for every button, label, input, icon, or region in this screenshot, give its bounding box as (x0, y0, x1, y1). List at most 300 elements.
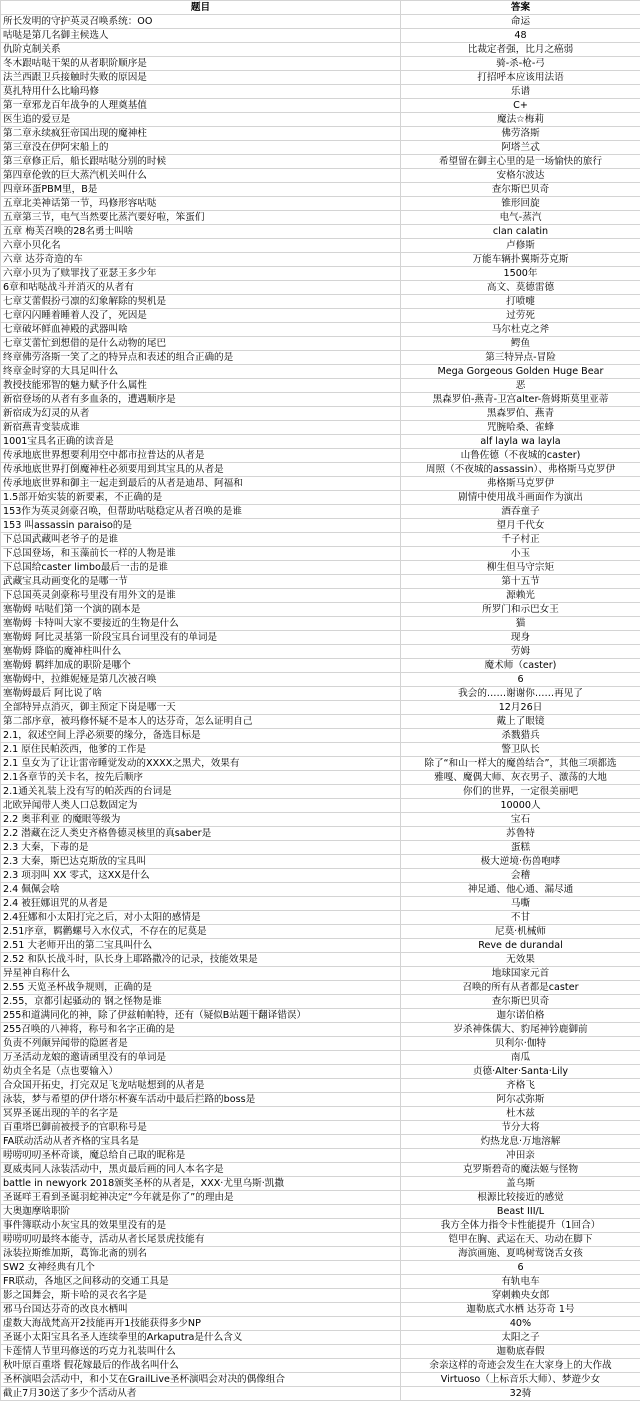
answer-cell[interactable]: 高文、莫德雷德 (401, 281, 640, 295)
answer-cell[interactable]: 锥形回旋 (401, 197, 640, 211)
table-row (1, 155, 640, 169)
table-row (1, 757, 640, 771)
question-cell[interactable]: 255和道满同化的神，除了伊兹帕帕特，还有（疑似B站题干翻译错误） (1, 1009, 401, 1023)
table-row (1, 15, 640, 29)
table-row (1, 197, 640, 211)
header-row (1, 1, 640, 15)
question-cell[interactable]: 北欧异闻带人类人口总数固定为 (1, 799, 401, 813)
answer-cell[interactable]: 根源比较接近的感觉 (401, 1191, 640, 1205)
question-cell[interactable]: 2.1通关礼装上没有写的帕茨西的台词是 (1, 785, 401, 799)
table-row (1, 1135, 640, 1149)
question-cell[interactable]: 影之国舞会，斯卡哈的灵衣名字是 (1, 1289, 401, 1303)
answer-cell[interactable]: 有轨电车 (401, 1275, 640, 1289)
table-row (1, 463, 640, 477)
answer-cell[interactable]: 神足通、他心通、漏尽通 (401, 883, 640, 897)
table-row (1, 141, 640, 155)
answer-cell[interactable]: 阿塔兰忒 (401, 141, 640, 155)
answer-cell[interactable]: 我会的……谢谢你……再见了 (401, 687, 640, 701)
answer-cell[interactable]: 盖乌斯 (401, 1177, 640, 1191)
question-cell[interactable]: 卡莲情人节里玛修送的巧克力礼装叫什么 (1, 1345, 401, 1359)
question-cell[interactable]: 塞勒姆最后 阿比说了啥 (1, 687, 401, 701)
answer-cell[interactable]: 迦勒底春假 (401, 1345, 640, 1359)
answer-cell[interactable]: 贞德·Alter·Santa·Lily (401, 1065, 640, 1079)
answer-cell[interactable]: 召唤的所有从者都是caster (401, 981, 640, 995)
answer-cell[interactable]: 查尔斯巴贝奇 (401, 995, 640, 1009)
answer-cell[interactable]: 岁杀神侏儒大、豹尾神钤鹿御前 (401, 1023, 640, 1037)
answer-cell[interactable]: 我方全体力指令卡性能提升（1回合） (401, 1219, 640, 1233)
answer-cell[interactable]: Beast III/L (401, 1205, 640, 1219)
question-cell[interactable]: 百重塔巴御前被授予的官职称号是 (1, 1121, 401, 1135)
table-row (1, 491, 640, 505)
question-cell[interactable]: 五章 梅芙召唤的28名勇士叫啥 (1, 225, 401, 239)
table-row (1, 897, 640, 911)
table-row (1, 1191, 640, 1205)
question-cell[interactable]: 圣诞小太阳宝具名圣人连续拳里的Arkaputra是什么含义 (1, 1331, 401, 1345)
question-cell[interactable]: 塞勒姆 咕哒们第一个演的剧本是 (1, 603, 401, 617)
table-row (1, 729, 640, 743)
answer-cell[interactable]: 骑-杀-枪-弓 (401, 57, 640, 71)
question-cell[interactable]: 1.5部开始实装的新要素，不正确的是 (1, 491, 401, 505)
question-cell[interactable]: 第三章没在伊阿宋船上的 (1, 141, 401, 155)
table-row (1, 1065, 640, 1079)
answer-cell[interactable]: 希望留在御主心里的是一场愉快的旅行 (401, 155, 640, 169)
question-cell[interactable]: 终章金时穿的大具足叫什么 (1, 365, 401, 379)
question-cell[interactable]: 夏威夷同人泳装活动中，黑贞最后画的同人本名字是 (1, 1163, 401, 1177)
question-cell[interactable]: 下总国给caster limbo最后一击的是谁 (1, 561, 401, 575)
answer-cell[interactable]: 海滨画施、夏鸣树莺饶舌女孩 (401, 1247, 640, 1261)
table-row (1, 855, 640, 869)
answer-cell[interactable]: 黑森罗伯-燕青-卫宫alter-詹姆斯莫里亚蒂 (401, 393, 640, 407)
question-cell[interactable]: 新宿登场的从者有多血条的，遭遇顺序是 (1, 393, 401, 407)
question-cell[interactable]: 2.3 项羽叫 XX 零式，这XX是什么 (1, 869, 401, 883)
table-row (1, 127, 640, 141)
question-cell[interactable]: 合众国开拓史，打完双足飞龙咕哒想到的从者是 (1, 1079, 401, 1093)
table-row (1, 925, 640, 939)
answer-cell[interactable]: 恶 (401, 379, 640, 393)
table-row (1, 113, 640, 127)
answer-cell[interactable]: 卢修斯 (401, 239, 640, 253)
table-row (1, 365, 640, 379)
answer-cell[interactable]: 太阳之子 (401, 1331, 640, 1345)
question-cell[interactable]: 七章闪闪睡着睡着人没了，死因是 (1, 309, 401, 323)
question-cell[interactable]: 塞勒姆 降临的魔神柱叫什么 (1, 645, 401, 659)
question-cell[interactable]: 冬木跟咕哒干架的从者职阶顺序是 (1, 57, 401, 71)
table-row (1, 813, 640, 827)
answer-cell[interactable]: Virtuoso（上标音乐大师）、梦遊少女 (401, 1373, 640, 1387)
question-cell[interactable]: 第三章修正后，船长跟咕哒分别的时候 (1, 155, 401, 169)
table-row (1, 701, 640, 715)
question-cell[interactable]: 大奥迦摩啥职阶 (1, 1205, 401, 1219)
question-cell[interactable]: 幼贞全名是（点也要输入） (1, 1065, 401, 1079)
answer-cell[interactable]: 阿尔忒弥斯 (401, 1093, 640, 1107)
table-row (1, 1177, 640, 1191)
answer-cell[interactable]: 地球国家元首 (401, 967, 640, 981)
question-cell[interactable]: 七章艾蕾假扮弓凛的幻象解除的契机是 (1, 295, 401, 309)
question-cell[interactable]: 秋叶原百重塔 假花嫁最后的作战名叫什么 (1, 1359, 401, 1373)
answer-cell[interactable]: 打招呼本应该用法语 (401, 71, 640, 85)
question-cell[interactable]: 传承地底世界和御主一起走到最后的从者是迪昂、阿福和 (1, 477, 401, 491)
question-cell[interactable]: 塞勒姆 羁绊加成的职阶是哪个 (1, 659, 401, 673)
question-cell[interactable]: 第四章伦敦的巨大蒸汽机关叫什么 (1, 169, 401, 183)
answer-cell[interactable]: 32骑 (401, 1387, 640, 1401)
table-row (1, 967, 640, 981)
table-row (1, 449, 640, 463)
table-row (1, 841, 640, 855)
table-row (1, 1261, 640, 1275)
table-row (1, 603, 640, 617)
answer-cell[interactable]: 电气-蒸汽 (401, 211, 640, 225)
table-row (1, 1093, 640, 1107)
question-cell[interactable]: 泳装拉斯维加斯，葛饰北斋的别名 (1, 1247, 401, 1261)
answer-cell[interactable]: 你们的世界，一定很美丽吧 (401, 785, 640, 799)
table-row (1, 1205, 640, 1219)
question-cell[interactable]: 事件簿联动小灰宝具的效果里没有的是 (1, 1219, 401, 1233)
table-row (1, 1345, 640, 1359)
question-cell[interactable]: 六章小贝为了赎罪找了亚瑟王多少年 (1, 267, 401, 281)
question-cell[interactable]: 新宿燕青变装成谁 (1, 421, 401, 435)
answer-cell[interactable]: 望月千代女 (401, 519, 640, 533)
question-cell[interactable]: 第二部序章，被玛修怀疑不是本人的达芬奇，怎么证明自己 (1, 715, 401, 729)
question-cell[interactable]: 莫扎特用什么比喻玛修 (1, 85, 401, 99)
question-cell[interactable]: FA联动活动从者齐格的宝具名是 (1, 1135, 401, 1149)
question-cell[interactable]: 2.2 潜藏在泛人类史齐格鲁德灵核里的真saber是 (1, 827, 401, 841)
table-row (1, 421, 640, 435)
table-row (1, 253, 640, 267)
question-cell[interactable]: 下总国武藏叫老爷子的是谁 (1, 533, 401, 547)
question-cell[interactable]: 五章第三节，电气当然要比蒸汽要好啦，笨蛋们 (1, 211, 401, 225)
table-row (1, 239, 640, 253)
table-row (1, 407, 640, 421)
answer-cell[interactable]: 齐格飞 (401, 1079, 640, 1093)
answer-cell[interactable]: alf layla wa layla (401, 435, 640, 449)
answer-cell[interactable]: 迦勒底式水栖 达芬奇 1号 (401, 1303, 640, 1317)
table-row (1, 561, 640, 575)
answer-cell[interactable]: 会稽 (401, 869, 640, 883)
question-cell[interactable]: 全部特异点消灭，御主预定下岗是哪一天 (1, 701, 401, 715)
table-row (1, 1317, 640, 1331)
table-row (1, 29, 640, 43)
table-row (1, 1107, 640, 1121)
answer-cell[interactable]: 第三特异点-冒险 (401, 351, 640, 365)
answer-cell[interactable]: 查尔斯巴贝奇 (401, 183, 640, 197)
table-row (1, 715, 640, 729)
table-row (1, 393, 640, 407)
question-cell[interactable]: 六章 达芬奇造的车 (1, 253, 401, 267)
answer-cell[interactable]: 魔法☆梅莉 (401, 113, 640, 127)
table-row (1, 379, 640, 393)
table-row (1, 589, 640, 603)
answer-cell[interactable]: 万能车辆扑翼斯芬克斯 (401, 253, 640, 267)
question-cell[interactable]: 2.51序章，羁鹳螺号入水仪式，不存在的尼莫是 (1, 925, 401, 939)
answer-cell[interactable]: 第十五节 (401, 575, 640, 589)
answer-cell[interactable]: 杜木兹 (401, 1107, 640, 1121)
question-cell[interactable]: 医生追的爱豆是 (1, 113, 401, 127)
answer-cell[interactable]: 过劳死 (401, 309, 640, 323)
table-row (1, 1247, 640, 1261)
question-cell[interactable]: 153 叫assassin paraiso的是 (1, 519, 401, 533)
answer-cell[interactable]: 周照（不夜城的assassin）、弗格斯马克罗伊 (401, 463, 640, 477)
answer-cell[interactable]: 打喷嚏 (401, 295, 640, 309)
answer-cell[interactable]: 戴上了眼镜 (401, 715, 640, 729)
table-row (1, 309, 640, 323)
question-cell[interactable]: 2.1 原住民帕茨西，他爹的工作是 (1, 743, 401, 757)
answer-cell[interactable]: 酒吞童子 (401, 505, 640, 519)
question-cell[interactable]: SW2 女神经典有几个 (1, 1261, 401, 1275)
question-cell[interactable]: 所长发明的守护英灵召唤系统：OO (1, 15, 401, 29)
answer-cell[interactable]: 猫 (401, 617, 640, 631)
question-cell[interactable]: 万圣活动龙娘的邀请函里没有的单词是 (1, 1051, 401, 1065)
question-cell[interactable]: 唠唠叨叨圣杯奇谈，魔总给自己取的昵称是 (1, 1149, 401, 1163)
table-row (1, 743, 640, 757)
question-cell[interactable]: 塞勒姆中，拉維妮娅是第几次被召唤 (1, 673, 401, 687)
answer-cell[interactable]: 现身 (401, 631, 640, 645)
table-row (1, 617, 640, 631)
question-cell[interactable]: 2.2 奥菲利亚 的魔眼等级为 (1, 813, 401, 827)
question-cell[interactable]: 泳装，梦与希望的伊什塔尔杯赛车活动中最后拦路的boss是 (1, 1093, 401, 1107)
question-cell[interactable]: 1001宝具名正确的读音是 (1, 435, 401, 449)
header-answer[interactable]: 答案 (401, 1, 640, 15)
table-row (1, 1051, 640, 1065)
answer-cell[interactable]: 宝石 (401, 813, 640, 827)
question-cell[interactable]: 传承地底世界想要利用空中都市拉普达的从者是 (1, 449, 401, 463)
answer-cell[interactable]: 冲田亲 (401, 1149, 640, 1163)
answer-cell[interactable]: 命运 (401, 15, 640, 29)
answer-cell[interactable]: 节分大将 (401, 1121, 640, 1135)
question-cell[interactable]: 异星神自称什么 (1, 967, 401, 981)
table-row (1, 183, 640, 197)
question-cell[interactable]: 2.1，叙述空间上浮必须要的缘分，备选目标是 (1, 729, 401, 743)
answer-cell[interactable]: 柳生但马守宗矩 (401, 561, 640, 575)
question-cell[interactable]: 唠唠叨叨最终本能寺，活动从者长尾景虎技能有 (1, 1233, 401, 1247)
table-row (1, 1387, 640, 1401)
table-row (1, 1289, 640, 1303)
question-cell[interactable]: 2.3 大秦，下毒的是 (1, 841, 401, 855)
answer-cell[interactable]: 黑森罗伯、燕青 (401, 407, 640, 421)
question-cell[interactable]: 负责不列颠异闻带的隐匿者是 (1, 1037, 401, 1051)
answer-cell[interactable]: 魔术师（caster) (401, 659, 640, 673)
question-cell[interactable]: 2.1各章节的关卡名，按先后顺序 (1, 771, 401, 785)
answer-cell[interactable]: 所罗门和示巴女王 (401, 603, 640, 617)
answer-cell[interactable]: 乐谱 (401, 85, 640, 99)
answer-cell[interactable]: 安格尔波达 (401, 169, 640, 183)
table-row (1, 435, 640, 449)
question-cell[interactable]: 第二章永续疯狂帝国出现的魔神柱 (1, 127, 401, 141)
table-row (1, 547, 640, 561)
question-cell[interactable]: 新宿成为幻灵的从者 (1, 407, 401, 421)
answer-cell[interactable]: 40% (401, 1317, 640, 1331)
table-row (1, 1149, 640, 1163)
answer-cell[interactable]: 咒腕哈桑、雀蜂 (401, 421, 640, 435)
table-row (1, 1373, 640, 1387)
answer-cell[interactable]: 警卫队长 (401, 743, 640, 757)
answer-cell[interactable]: Reve de durandal (401, 939, 640, 953)
table-row (1, 911, 640, 925)
answer-cell[interactable]: 6 (401, 673, 640, 687)
table-row (1, 1331, 640, 1345)
answer-cell[interactable]: 比裁定者强，比月之癌弱 (401, 43, 640, 57)
table-row (1, 953, 640, 967)
table-row (1, 281, 640, 295)
answer-cell[interactable]: 马嘶 (401, 897, 640, 911)
table-row (1, 1275, 640, 1289)
question-cell[interactable]: 2.1 皇女为了让让雷帝睡觉发动的XXXX之黑犬，效果有 (1, 757, 401, 771)
answer-cell[interactable]: clan calatin (401, 225, 640, 239)
answer-cell[interactable]: 10000人 (401, 799, 640, 813)
question-cell[interactable]: 咕哒是第几名御主候选人 (1, 29, 401, 43)
answer-cell[interactable]: 马尔杜克之斧 (401, 323, 640, 337)
table-row (1, 883, 640, 897)
question-cell[interactable]: 截止7月30送了多少个活动从者 (1, 1387, 401, 1401)
answer-cell[interactable]: 12月26日 (401, 701, 640, 715)
answer-cell[interactable]: 南瓜 (401, 1051, 640, 1065)
table-row (1, 995, 640, 1009)
table-row (1, 1023, 640, 1037)
table-row (1, 337, 640, 351)
question-cell[interactable]: 6章和咕哒战斗并消灭的从者有 (1, 281, 401, 295)
answer-cell[interactable]: 劳姆 (401, 645, 640, 659)
question-cell[interactable]: 仇阶克制关系 (1, 43, 401, 57)
table-row (1, 323, 640, 337)
table-row (1, 799, 640, 813)
table-row (1, 533, 640, 547)
question-cell[interactable]: 武藏宝具动画变化的是哪一节 (1, 575, 401, 589)
table-row (1, 211, 640, 225)
table-row (1, 1219, 640, 1233)
table-row (1, 869, 640, 883)
question-cell[interactable]: 教授技能邪智的魅力赋予什么属性 (1, 379, 401, 393)
answer-cell[interactable]: 小玉 (401, 547, 640, 561)
table-row (1, 673, 640, 687)
question-cell[interactable]: 2.51 大老师开出的第二宝具叫什么 (1, 939, 401, 953)
answer-cell[interactable]: 穿刺赖央女郎 (401, 1289, 640, 1303)
table-row (1, 939, 640, 953)
question-cell[interactable]: 2.55，京都引起骚动的 钢之怪物是谁 (1, 995, 401, 1009)
table-row (1, 981, 640, 995)
table-row (1, 1359, 640, 1373)
question-cell[interactable]: 2.3 大秦，斯巴达克斯放的宝具叫 (1, 855, 401, 869)
answer-cell[interactable]: 苏鲁特 (401, 827, 640, 841)
answer-cell[interactable]: 蛋糕 (401, 841, 640, 855)
answer-cell[interactable]: 迦尔诺伯格 (401, 1009, 640, 1023)
question-cell[interactable]: 2.4狂娜和小太阳打完之后，对小太阳的感情是 (1, 911, 401, 925)
table-row (1, 267, 640, 281)
table-row (1, 827, 640, 841)
answer-cell[interactable]: 贝利尔·伽特 (401, 1037, 640, 1051)
table-row (1, 1121, 640, 1135)
answer-cell[interactable]: 佛劳洛斯 (401, 127, 640, 141)
table-row (1, 505, 640, 519)
table-row (1, 771, 640, 785)
answer-cell[interactable]: Mega Gorgeous Golden Huge Bear (401, 365, 640, 379)
table-row (1, 225, 640, 239)
question-cell[interactable]: 传承地底世界打倒魔神柱必须要用到其宝具的从者是 (1, 463, 401, 477)
question-cell[interactable]: 七章艾蕾忙到想借的是什么动物的尾巴 (1, 337, 401, 351)
question-cell[interactable]: 六章小贝化名 (1, 239, 401, 253)
table-row (1, 477, 640, 491)
table-row (1, 785, 640, 799)
table-row (1, 57, 640, 71)
answer-cell[interactable]: 雅嘎、魔偶大师、灰衣男子、激荡的大地 (401, 771, 640, 785)
question-cell[interactable]: 圣诞咩王看到圣诞羽蛇神决定“今年就是你了”的理由是 (1, 1191, 401, 1205)
table-row (1, 1303, 640, 1317)
table-row (1, 1233, 640, 1247)
table-row (1, 351, 640, 365)
answer-cell[interactable]: 剧情中使用战斗画面作为演出 (401, 491, 640, 505)
question-cell[interactable]: 冥界圣诞出现的羊的名字是 (1, 1107, 401, 1121)
answer-cell[interactable]: 山鲁佐德（不夜城的caster) (401, 449, 640, 463)
answer-cell[interactable]: 48 (401, 29, 640, 43)
answer-cell[interactable]: 鳄鱼 (401, 337, 640, 351)
table-row (1, 169, 640, 183)
answer-cell[interactable]: 6 (401, 1261, 640, 1275)
question-cell[interactable]: 塞勒姆 卡特叫大家不要接近的生物是什么 (1, 617, 401, 631)
table-row (1, 71, 640, 85)
question-cell[interactable]: 圣杯演唱会活动中，和小艾在GrailLive圣杯演唱会对决的偶像组合 (1, 1373, 401, 1387)
question-cell[interactable]: 2.4 被狂娜诅咒的从者是 (1, 897, 401, 911)
answer-cell[interactable]: 极大逆境·伤兽咆哮 (401, 855, 640, 869)
question-cell[interactable]: 153作为英灵剑豪召唤，但帮助咕哒稳定从者召唤的是谁 (1, 505, 401, 519)
answer-cell[interactable]: 尼莫·机械师 (401, 925, 640, 939)
question-cell[interactable]: 终章佛劳洛斯一笑了之的特异点和表述的组合正确的是 (1, 351, 401, 365)
answer-cell[interactable]: 灼热龙息·万地溶解 (401, 1135, 640, 1149)
answer-cell[interactable]: 余亲这样的奇迹会发生在大家身上的大作战 (401, 1359, 640, 1373)
question-cell[interactable]: 2.55 天览圣杯战争规则，正确的是 (1, 981, 401, 995)
question-cell[interactable]: 第一章邪龙百年战争的人理奠基值 (1, 99, 401, 113)
table-row (1, 43, 640, 57)
question-cell[interactable]: 塞勒姆 阿比灵基第一阶段宝具台词里没有的单词是 (1, 631, 401, 645)
question-cell[interactable]: 255召唤的八神将，称号和名字正确的是 (1, 1023, 401, 1037)
header-question[interactable]: 题目 (1, 1, 401, 15)
answer-cell[interactable]: 源赖光 (401, 589, 640, 603)
question-cell[interactable]: 2.4 佩佩会啥 (1, 883, 401, 897)
answer-cell[interactable]: 杀戮猎兵 (401, 729, 640, 743)
answer-cell[interactable]: 无效果 (401, 953, 640, 967)
answer-cell[interactable]: 千子村正 (401, 533, 640, 547)
table-row (1, 85, 640, 99)
answer-cell[interactable]: 不甘 (401, 911, 640, 925)
table-row (1, 1079, 640, 1093)
table-row (1, 687, 640, 701)
answer-cell[interactable]: C+ (401, 99, 640, 113)
answer-cell[interactable]: 除了“和山一样大的魔兽结合”，其他三项都选 (401, 757, 640, 771)
table-row (1, 659, 640, 673)
table-row (1, 295, 640, 309)
answer-cell[interactable]: 1500年 (401, 267, 640, 281)
question-cell[interactable]: 虚数大海战梵高开2技能再开1技能获得多少NP (1, 1317, 401, 1331)
question-cell[interactable]: 2.52 和队长战斗时，队长身上耶路撒冷的记录，技能效果是 (1, 953, 401, 967)
table-row (1, 1009, 640, 1023)
table-row (1, 645, 640, 659)
answer-cell[interactable]: 弗格斯马克罗伊 (401, 477, 640, 491)
question-cell[interactable]: 五章北美神话第一节，玛修形容咕哒 (1, 197, 401, 211)
question-cell[interactable]: 下总国英灵剑豪称号里没有用外文的是谁 (1, 589, 401, 603)
table-row (1, 575, 640, 589)
answer-cell[interactable]: 铠甲在胸、武运在天、功动在脚下 (401, 1233, 640, 1247)
table-row (1, 99, 640, 113)
question-cell[interactable]: FR联动，各地区之间移动的交通工具是 (1, 1275, 401, 1289)
table-row (1, 631, 640, 645)
question-cell[interactable]: 七章破坏鲜血神殿的武器叫啥 (1, 323, 401, 337)
question-cell[interactable]: battle in newyork 2018颁奖圣杯的从者是，XXX·尤里乌斯·凯撒 (1, 1177, 401, 1191)
question-cell[interactable]: 下总国登场，和玉藻前长一样的人物是谁 (1, 547, 401, 561)
table-row (1, 519, 640, 533)
answer-cell[interactable]: 克罗斯碧奇的魔法姬与怪物 (401, 1163, 640, 1177)
question-cell[interactable]: 四章环蛋PBM里，B是 (1, 183, 401, 197)
table-row (1, 1037, 640, 1051)
question-cell[interactable]: 邪马台国达芬奇的改良水栖叫 (1, 1303, 401, 1317)
question-cell[interactable]: 法兰西跟卫兵接触时失败的原因是 (1, 71, 401, 85)
table-row (1, 1163, 640, 1177)
